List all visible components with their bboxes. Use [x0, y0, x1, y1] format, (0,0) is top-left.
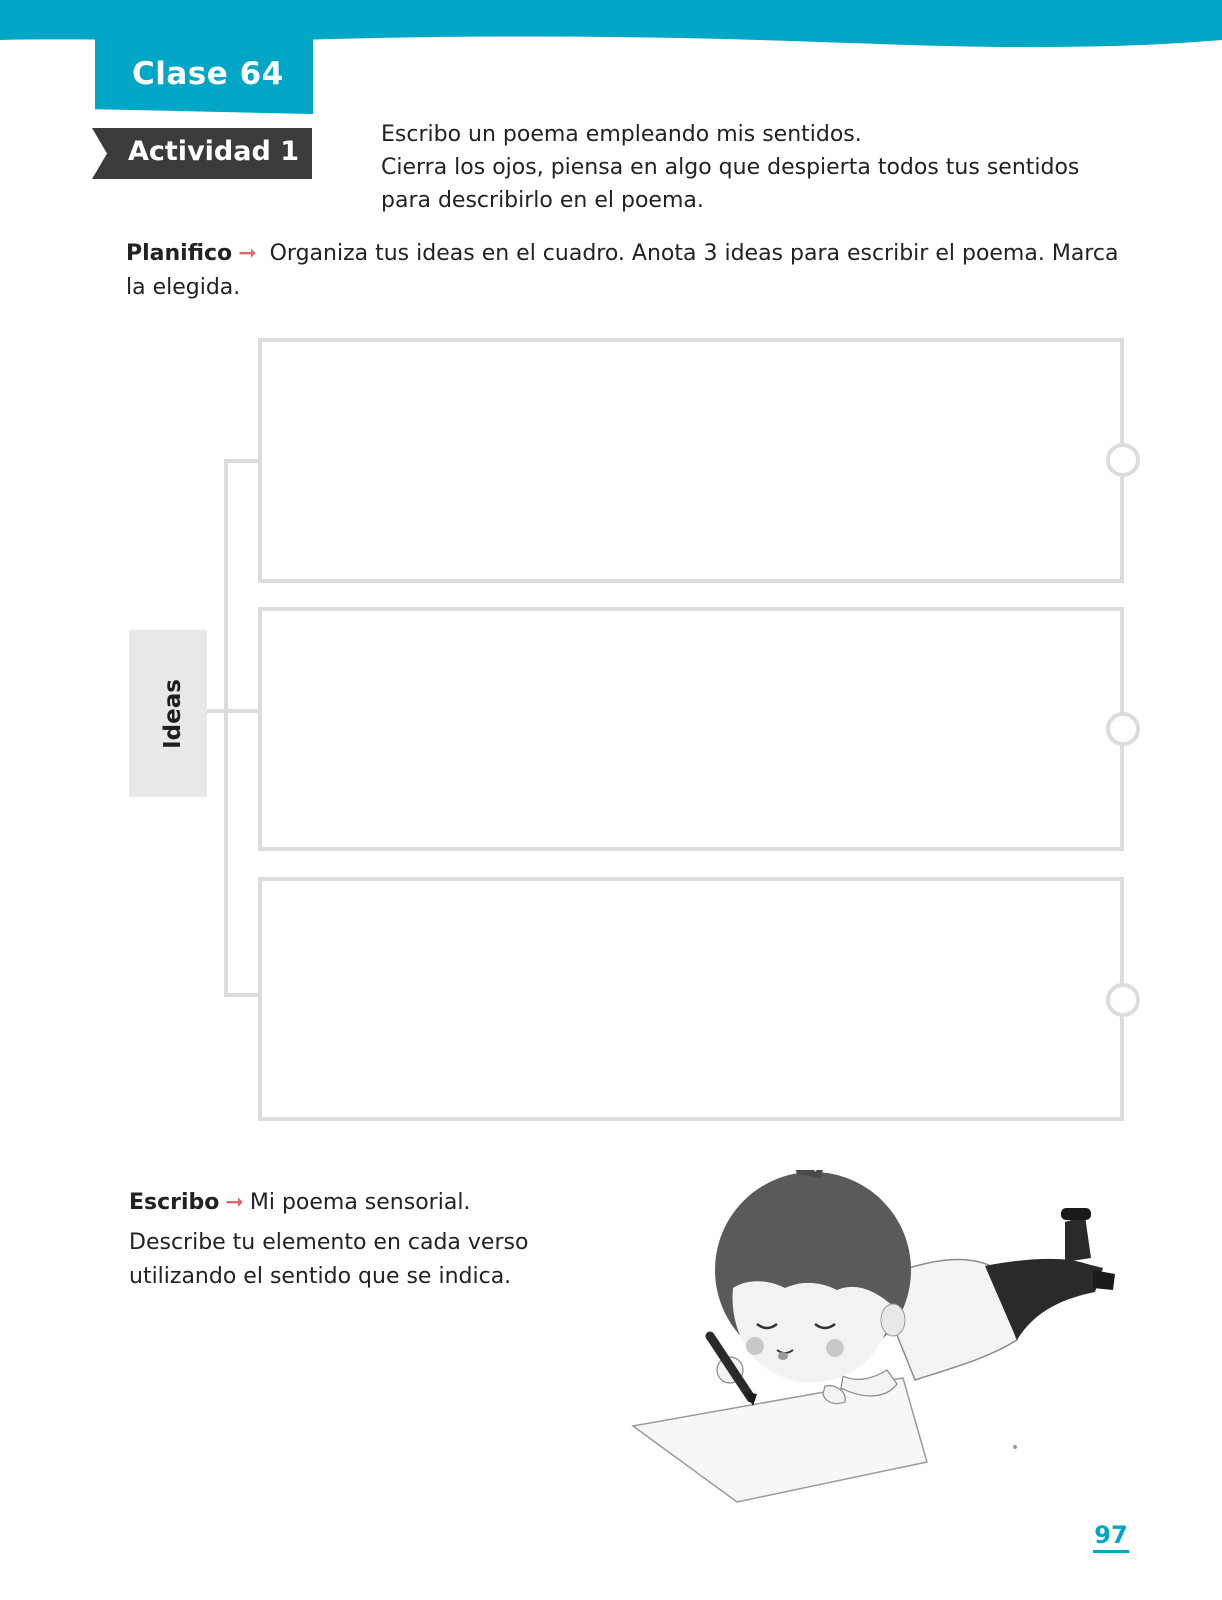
instruction-line-2: Cierra los ojos, piensa en algo que despierta todos tus sentidos	[381, 155, 1080, 180]
ideas-connector-vertical	[224, 459, 228, 997]
idea-box-1[interactable]	[258, 338, 1124, 583]
actividad-title: Actividad 1	[128, 136, 299, 167]
arrow-right-icon: ➞	[225, 1190, 244, 1215]
ideas-label: Ideas	[160, 679, 186, 749]
escribo-label: Escribo	[129, 1190, 220, 1215]
instruction-line-1: Escribo un poema empleando mis sentidos.	[381, 122, 862, 147]
ideas-connector-top	[224, 459, 258, 463]
idea-select-circle-3[interactable]	[1106, 983, 1140, 1017]
child-writing-illustration	[625, 1170, 1135, 1510]
idea-select-circle-2[interactable]	[1106, 712, 1140, 746]
idea-box-3[interactable]	[258, 877, 1124, 1121]
clase-title: Clase 64	[132, 56, 284, 92]
idea-select-circle-1[interactable]	[1106, 443, 1140, 477]
activity-instructions	[381, 118, 1141, 217]
escribo-description: Describe tu elemento en cada verso utilizando el sentido que se indica.	[129, 1230, 529, 1289]
arrow-right-icon: ➞	[238, 241, 257, 266]
instruction-line-3: para describirlo en el poema.	[381, 188, 704, 213]
page-number: 97	[1093, 1520, 1129, 1553]
planifico-instructions	[126, 237, 1126, 305]
planifico-text: Organiza tus ideas en el cuadro. Anota 3 ideas para escribir el poema. Marca la elegida.	[126, 241, 1119, 300]
ideas-connector-bottom	[224, 993, 258, 997]
ideas-connector-middle	[207, 709, 258, 713]
escribo-heading	[129, 1186, 470, 1220]
idea-box-2[interactable]	[258, 607, 1124, 851]
escribo-text: Mi poema sensorial.	[249, 1190, 471, 1215]
planifico-label: Planifico	[126, 241, 233, 266]
